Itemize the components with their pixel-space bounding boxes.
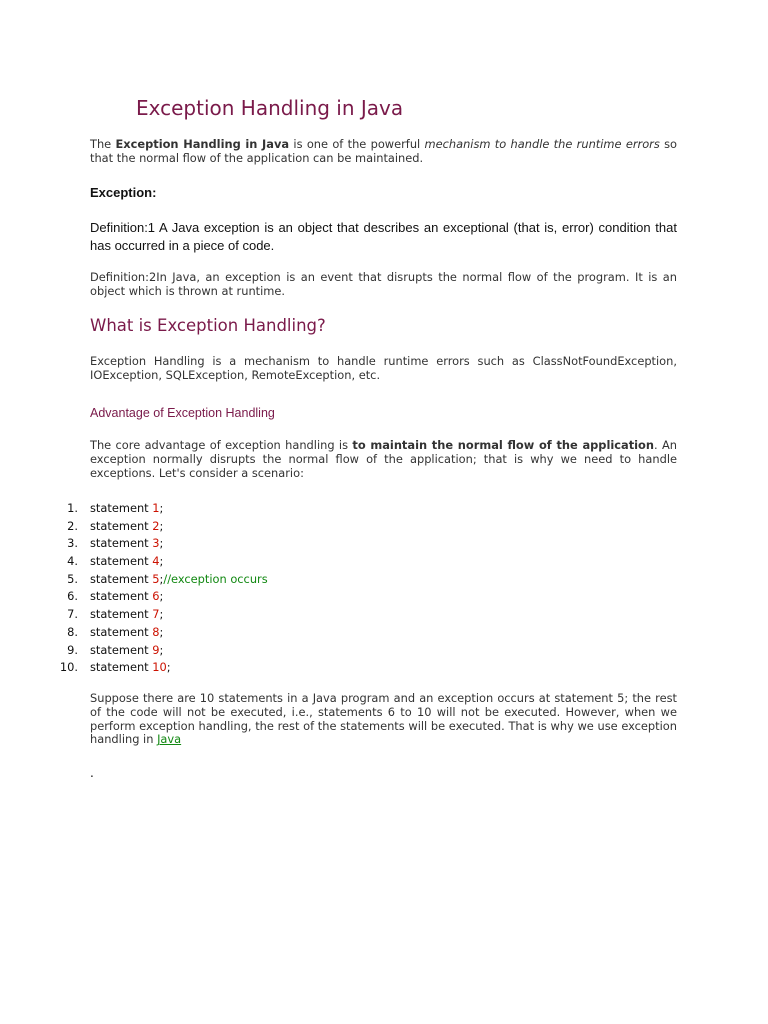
statement-keyword: statement <box>90 571 153 586</box>
statement-end: ; <box>159 518 164 533</box>
page-title: Exception Handling in Java <box>136 96 404 120</box>
list-number: 5. <box>67 571 78 586</box>
statement-number: 5 <box>152 571 160 586</box>
statement-code <box>90 518 163 536</box>
list-item <box>0 659 400 677</box>
list-number: 7. <box>67 607 78 622</box>
list-number: 1. <box>67 501 78 515</box>
statement-comment: //exception occurs <box>163 571 268 586</box>
statement-code <box>90 571 268 589</box>
intro-paragraph <box>90 138 677 166</box>
list-number: 2. <box>67 518 78 533</box>
statement-code <box>90 659 171 677</box>
list-item <box>0 624 400 642</box>
list-item <box>0 518 400 536</box>
advantage-suffix: . An exception normally disrupts the normal flow of the application; that is why we need to handle exceptions. Let's consider a scenario: <box>90 438 677 480</box>
suppose-paragraph <box>90 692 677 747</box>
statement-end: ; <box>159 607 164 622</box>
statement-list <box>0 500 400 677</box>
what-is-paragraph: Exception Handling is a mechanism to handle runtime errors such as ClassNotFoundException, IOException, SQLException, RemoteException, etc. <box>90 354 677 382</box>
statement-keyword: statement <box>90 554 153 569</box>
statement-code <box>90 500 163 518</box>
statement-end: ; <box>159 501 164 515</box>
statement-end: ; <box>159 536 164 551</box>
list-number: 4. <box>67 554 78 569</box>
list-item <box>0 535 400 553</box>
statement-code <box>90 642 163 660</box>
statement-number: 4 <box>152 554 160 569</box>
definition-1: Definition:1 A Java exception is an object that describes an exceptional (that is, error) condition that has occurred in a piece of code. <box>90 220 677 253</box>
advantage-heading: Advantage of Exception Handling <box>90 406 275 420</box>
statement-number: 10 <box>152 660 167 675</box>
statement-number: 7 <box>152 607 160 622</box>
statement-keyword: statement <box>90 624 153 639</box>
exception-heading: Exception: <box>90 185 157 200</box>
list-number: 3. <box>67 536 78 551</box>
list-number: 8. <box>67 624 78 639</box>
statement-end: ; <box>159 642 164 657</box>
statement-end: ; <box>159 571 164 586</box>
statement-keyword: statement <box>90 536 153 551</box>
java-link[interactable]: Java <box>157 732 182 747</box>
intro-middle: is one of the powerful <box>289 137 425 151</box>
list-item <box>0 571 400 589</box>
statement-number: 3 <box>152 536 160 551</box>
intro-italic-phrase: mechanism to handle the runtime errors <box>424 137 660 151</box>
list-item <box>0 500 400 518</box>
statement-keyword: statement <box>90 642 153 657</box>
statement-keyword: statement <box>90 589 153 604</box>
statement-number: 6 <box>152 589 160 604</box>
list-number: 10. <box>59 660 78 675</box>
statement-code <box>90 588 163 606</box>
trailing-dot: . <box>90 766 94 780</box>
statement-end: ; <box>159 554 164 569</box>
statement-end: ; <box>159 624 164 639</box>
statement-code <box>90 553 163 571</box>
statement-keyword: statement <box>90 501 153 515</box>
intro-suffix: so that the normal flow of the application can be maintained. <box>90 137 678 165</box>
what-is-heading: What is Exception Handling? <box>90 316 326 335</box>
advantage-paragraph <box>90 439 677 480</box>
list-item <box>0 642 400 660</box>
statement-number: 8 <box>152 624 160 639</box>
statement-keyword: statement <box>90 607 153 622</box>
statement-number: 9 <box>152 642 160 657</box>
intro-bold-term: Exception Handling in Java <box>115 137 290 151</box>
suppose-text: Suppose there are 10 statements in a Java program and an exception occurs at statement 5; the rest of the code will not be executed, i.e., statements 6 to 10 will not be executed. However, when we perform exception handling, the rest of the statements will be executed. That is why we use exception handling in <box>90 691 677 747</box>
intro-prefix: The <box>90 137 116 151</box>
statement-code <box>90 535 163 553</box>
list-number: 9. <box>67 642 78 657</box>
advantage-bold: to maintain the normal flow of the application <box>352 438 654 452</box>
statement-keyword: statement <box>90 660 153 675</box>
list-item <box>0 606 400 624</box>
statement-number: 2 <box>152 518 160 533</box>
list-number: 6. <box>67 589 78 604</box>
list-item <box>0 588 400 606</box>
statement-code <box>90 606 163 624</box>
list-item <box>0 553 400 571</box>
advantage-prefix: The core advantage of exception handling is <box>90 438 353 452</box>
statement-code <box>90 624 163 642</box>
statement-number: 1 <box>152 501 160 515</box>
statement-end: ; <box>166 660 171 675</box>
statement-end: ; <box>159 589 164 604</box>
statement-keyword: statement <box>90 518 153 533</box>
definition-2: Definition:2In Java, an exception is an event that disrupts the normal flow of the program. It is an object which is thrown at runtime. <box>90 270 677 298</box>
